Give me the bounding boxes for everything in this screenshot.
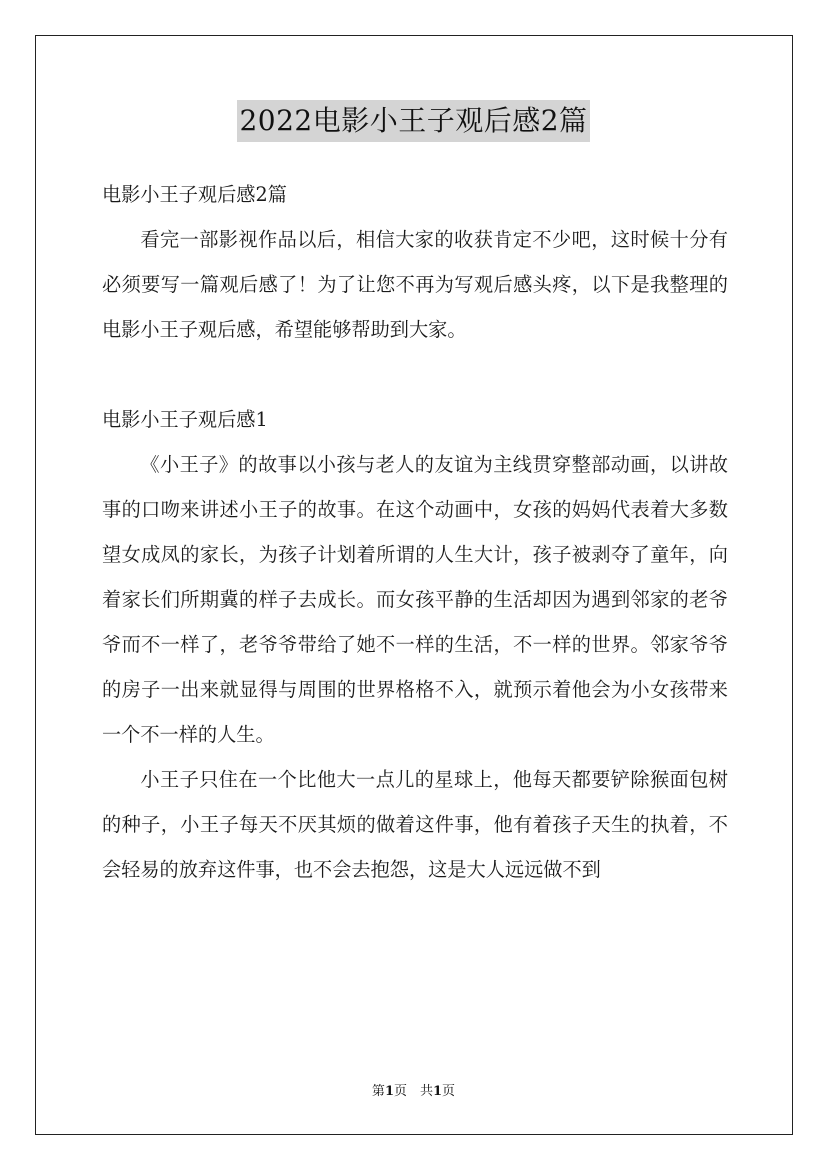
document-body bbox=[102, 172, 728, 892]
body-paragraph: 小王子只住在一个比他大一点儿的星球上，他每天都要铲除猴面包树的种子，小王子每天不厌其烦的做着这件事，他有着孩子天生的执着，不会轻易的放弃这件事，也不会去抱怨，这是大人远远做不到 bbox=[102, 768, 728, 881]
document-title: 2022电影小王子观后感2篇 bbox=[237, 100, 589, 142]
footer-prefix: 第 bbox=[371, 1084, 385, 1099]
title-block bbox=[0, 100, 827, 142]
subtitle: 电影小王子观后感2篇 bbox=[102, 183, 287, 206]
body-paragraph: 《小王子》的故事以小孩与老人的友谊为主线贯穿整部动画，以讲故事的口吻来讲述小王子的故事。在这个动画中，女孩的妈妈代表着大多数望女成凤的家长，为孩子计划着所谓的人生大计，孩子被剥夺了童年，向着家长们所期冀的样子去成长。而女孩平静的生活却因为遇到邻家的老爷爷而不一样了，老爷爷带给了她不一样的生活，不一样的世界。邻家爷爷的房子一出来就显得与周围的世界格格不入，就预示着他会为小女孩带来一个不一样的人生。 bbox=[102, 453, 728, 746]
intro-paragraph: 看完一部影视作品以后，相信大家的收获肯定不少吧，这时候十分有必须要写一篇观后感了！为了让您不再为写观后感头疼，以下是我整理的电影小王子观后感，希望能够帮助到大家。 bbox=[102, 228, 728, 341]
footer-mid: 页 共 bbox=[393, 1084, 433, 1099]
footer-suffix: 页 bbox=[442, 1084, 456, 1099]
footer-total-pages: 1 bbox=[433, 1084, 443, 1099]
section-heading: 电影小王子观后感1 bbox=[102, 408, 268, 431]
page-footer bbox=[0, 1080, 827, 1099]
footer-page-number: 1 bbox=[384, 1084, 394, 1099]
